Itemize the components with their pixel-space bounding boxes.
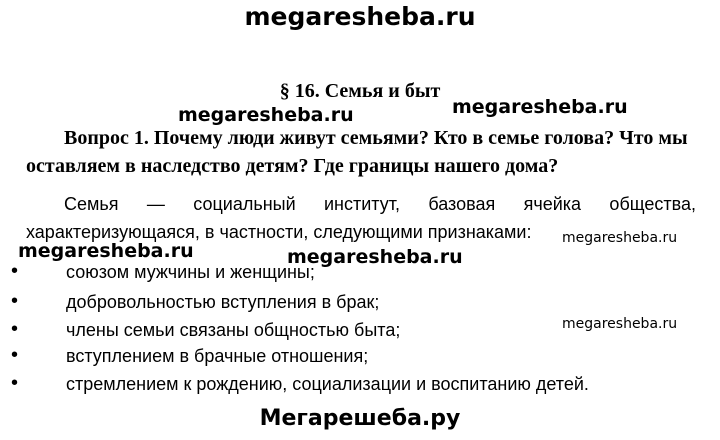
bullet-icon: • [11,344,19,366]
watermark-mid-left: megaresheba.ru [18,240,194,262]
list-item-text: стремлением к рождению, социализации и воспитанию детей. [66,374,589,394]
question-body: Вопрос 1. Почему люди живут семьями? Кто в семье голова? Что мы оставляем в наследство детям? Где границы нашего дома? [26,127,688,177]
watermark-mid-center: megaresheba.ru [287,246,463,268]
watermark-side-1: megaresheba.ru [562,230,678,246]
list-item-text: добровольностью вступления в брак; [66,292,380,312]
bullet-icon: • [11,290,19,312]
paragraph-body: Семья — социальный институт, базовая ячейка общества, характеризующаяся, в частности, следующими признаками: [26,194,696,242]
watermark-side-2: megaresheba.ru [562,316,678,332]
watermark-heading-left: megaresheba.ru [178,104,354,126]
bullet-icon: • [11,318,19,340]
watermark-heading-right: megaresheba.ru [452,96,628,118]
section-heading: § 16. Семья и быт [279,80,441,102]
bullet-icon: • [11,372,19,394]
list-item-text: члены семьи связаны общностью быта; [66,320,401,340]
question-text [26,124,702,180]
watermark-footer: Мегарешеба.ру [259,406,461,431]
watermark-top: megaresheba.ru [244,2,476,31]
list-item-text: союзом мужчины и женщины; [66,262,315,282]
list-item-text: вступлением в брачные отношения; [66,346,369,366]
bullet-icon: • [11,260,19,282]
